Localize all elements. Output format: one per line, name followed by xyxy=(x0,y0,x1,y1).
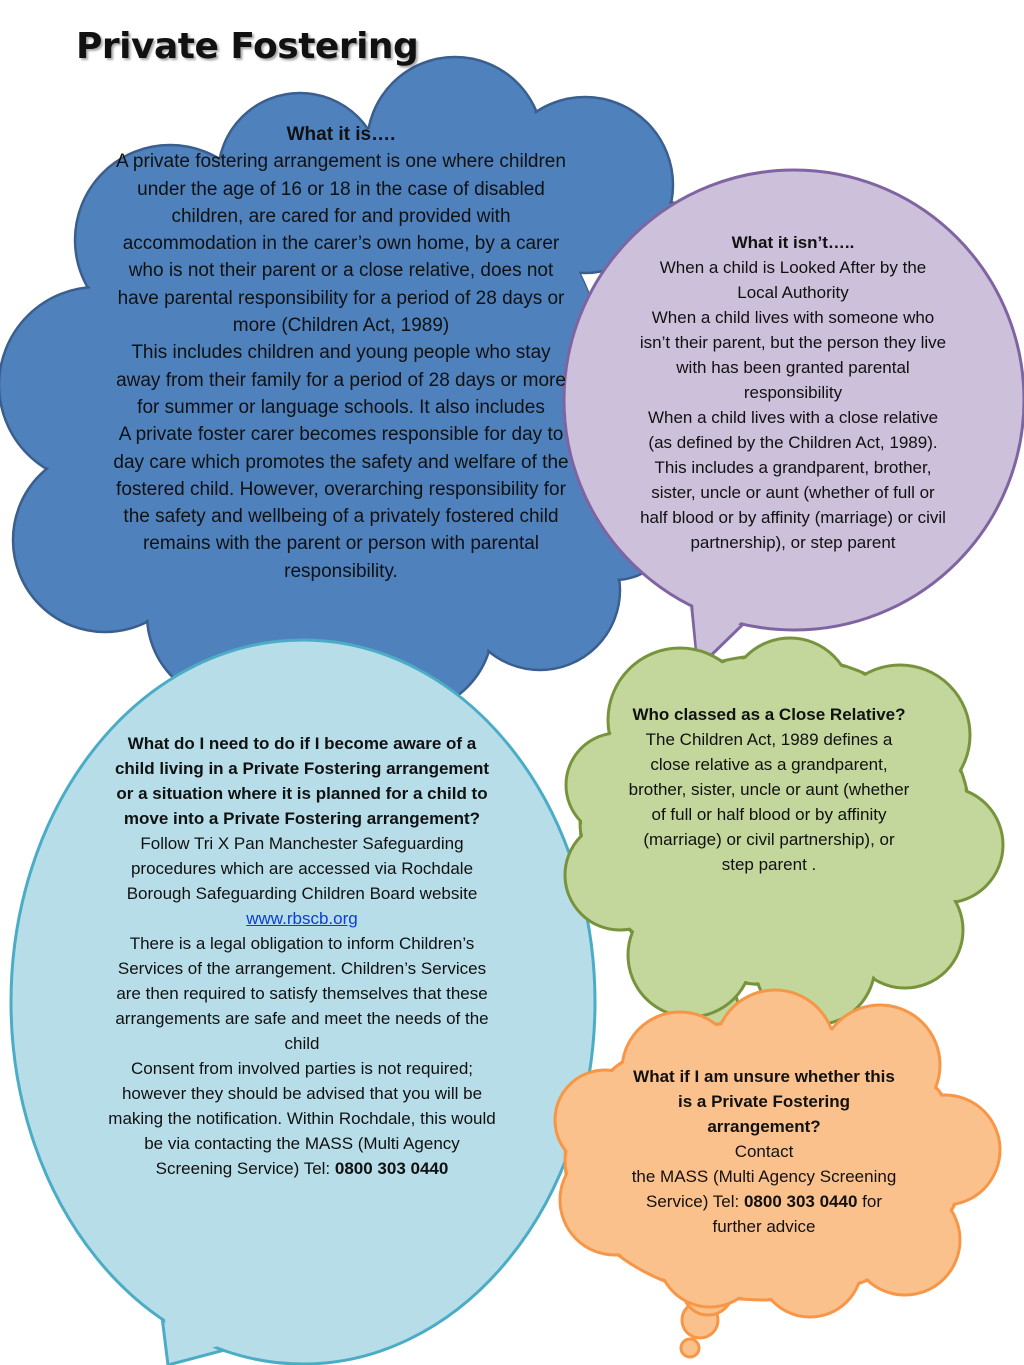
what-to-do-legal-obligation: There is a legal obligation to inform Children’s Services of the arrangement. Children’s Services are then required to satisfy themselves that these arrangements are safe and meet the needs of the child xyxy=(115,934,489,1053)
rbscb-website-link[interactable]: www.rbscb.org xyxy=(246,909,358,928)
what-it-is-text xyxy=(110,121,572,585)
what-it-is-includes: This includes children and young people who stay away from their family for a period of 28 days or more for summer or language schools. It also includes xyxy=(116,342,566,418)
close-relative-heading: Who classed as a Close Relative? xyxy=(632,705,906,724)
what-it-is-definition: A private fostering arrangement is one where children under the age of 16 or 18 in the case of disabled children, are cared for and provided with accommodation in the carer’s own home, by a carer who is not their parent or a close relative, does not have parental responsibility for a period of 28 days or more (Children Act, 1989) xyxy=(116,151,566,337)
unsure-phone: 0800 303 0440 xyxy=(743,1192,858,1211)
what-it-isnt-item-2: When a child lives with someone who isn’t their parent, but the person they live with has been granted parental responsibility xyxy=(639,308,947,402)
what-it-isnt-item-3: When a child lives with a close relative (as defined by the Children Act, 1989). This includes a grandparent, brother, sister, uncle or aunt (whether of full or half blood or by affinity (marriage) or civil partnership), or step parent xyxy=(640,408,946,552)
what-to-do-heading: What do I need to do if I become aware of a child living in a Private Fostering arrangement or a situation where it is planned for a child to move into a Private Fostering arrangement? xyxy=(114,734,490,828)
what-it-is-heading: What it is…. xyxy=(286,124,396,145)
unsure-contact: Contact xyxy=(734,1142,794,1161)
what-to-do-text xyxy=(106,731,498,1181)
what-it-isnt-item-1: When a child is Looked After by the Local Authority xyxy=(659,258,927,302)
unsure-heading: What if I am unsure whether this is a Private Fostering arrangement? xyxy=(633,1067,895,1136)
unsure-text xyxy=(626,1064,902,1239)
unsure-mass-text: the MASS (Multi Agency Screening Service) Tel: xyxy=(631,1167,897,1211)
what-to-do-procedures: Follow Tri X Pan Manchester Safeguarding procedures which are accessed via Rochdale Borough Safeguarding Children Board website xyxy=(126,834,478,903)
what-to-do-phone: 0800 303 0440 xyxy=(334,1159,449,1178)
what-it-isnt-heading: What it isn’t….. xyxy=(731,233,855,252)
what-to-do-consent: Consent from involved parties is not required; however they should be advised that you will be making the notification. Within Rochdale, this would be via contacting the MASS (Multi Agency Screening Service) Tel: xyxy=(108,1059,496,1178)
unsure-advice: for further advice xyxy=(712,1192,882,1236)
unsure-mass xyxy=(626,1164,902,1239)
close-relative-text xyxy=(628,702,910,877)
close-relative-body: The Children Act, 1989 defines a close relative as a grandparent, brother, sister, uncle or aunt (whether of full or half blood or by affinity (marriage) or civil partnership), or step parent . xyxy=(628,730,910,874)
what-it-is-responsibility: A private foster carer becomes responsible for day to day care which promotes the safety and welfare of the fostered child. However, overarching responsibility for the safety and wellbeing of a privately fostered child remains with the parent or person with parental responsibility. xyxy=(113,424,569,582)
what-it-isnt-text xyxy=(638,230,948,555)
page-title: Private Fostering xyxy=(76,26,419,67)
